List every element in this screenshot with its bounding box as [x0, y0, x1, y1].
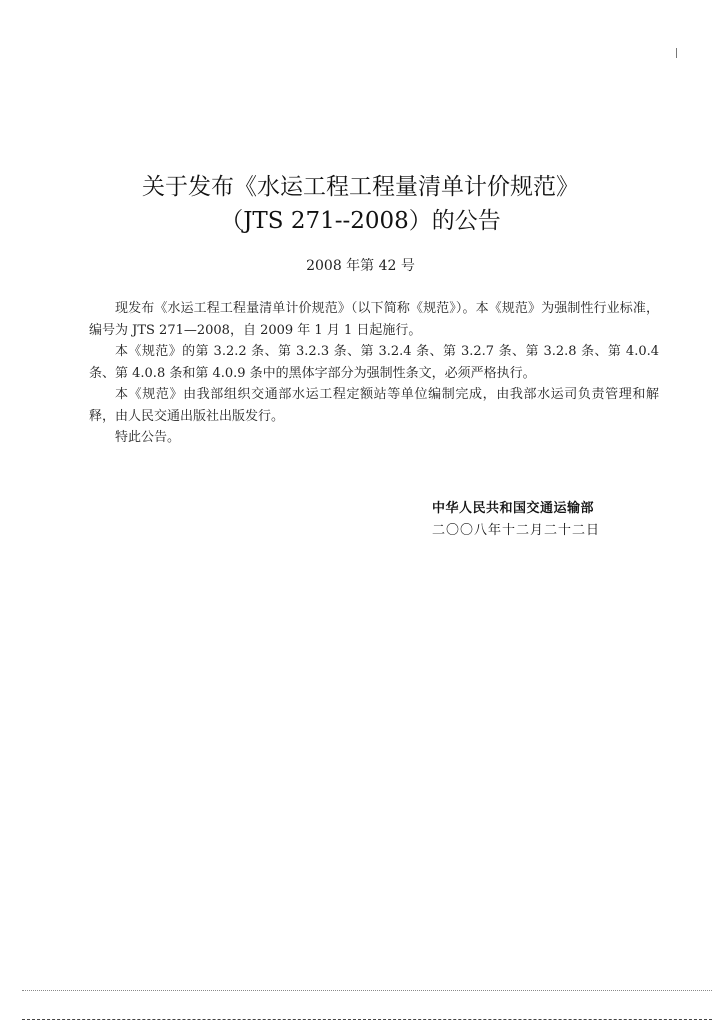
- announcement-title: 关于发布《水运工程工程量清单计价规范》: [142, 174, 579, 200]
- paragraph: 现发布《水运工程工程量清单计价规范》（以下简称《规范》）。本《规范》为强制性行业标准，编号为 JTS 271—2008，自 2009 年 1 月 1 日起施行。: [89, 301, 659, 338]
- footer-rule-bottom: [22, 1019, 712, 1020]
- paragraph: 特此公告。: [115, 430, 181, 445]
- paragraph: 本《规范》的第 3.2.2 条、第 3.2.3 条、第 3.2.4 条、第 3.2.7 条、第 3.2.8 条、第 4.0.4 条、第 4.0.8 条和第 4.0.9 条中的黑体字部分为强制性条文，必须严格执行。: [89, 344, 659, 381]
- footer-rule: [22, 990, 712, 991]
- announcement-title-code: （JTS 271--2008）的公告: [220, 208, 501, 234]
- signature-block: [432, 498, 600, 542]
- announcement-body: [89, 298, 659, 449]
- paragraph: 本《规范》由我部组织交通部水运工程定额站等单位编制完成，由我部水运司负责管理和解释，由人民交通出版社出版发行。: [89, 387, 659, 424]
- issue-date: 二〇〇八年十二月二十二日: [432, 523, 601, 538]
- scan-mark: [676, 48, 677, 58]
- document-number: 2008 年第 42 号: [306, 258, 415, 274]
- issuing-organization: 中华人民共和国交通运输部: [432, 501, 595, 516]
